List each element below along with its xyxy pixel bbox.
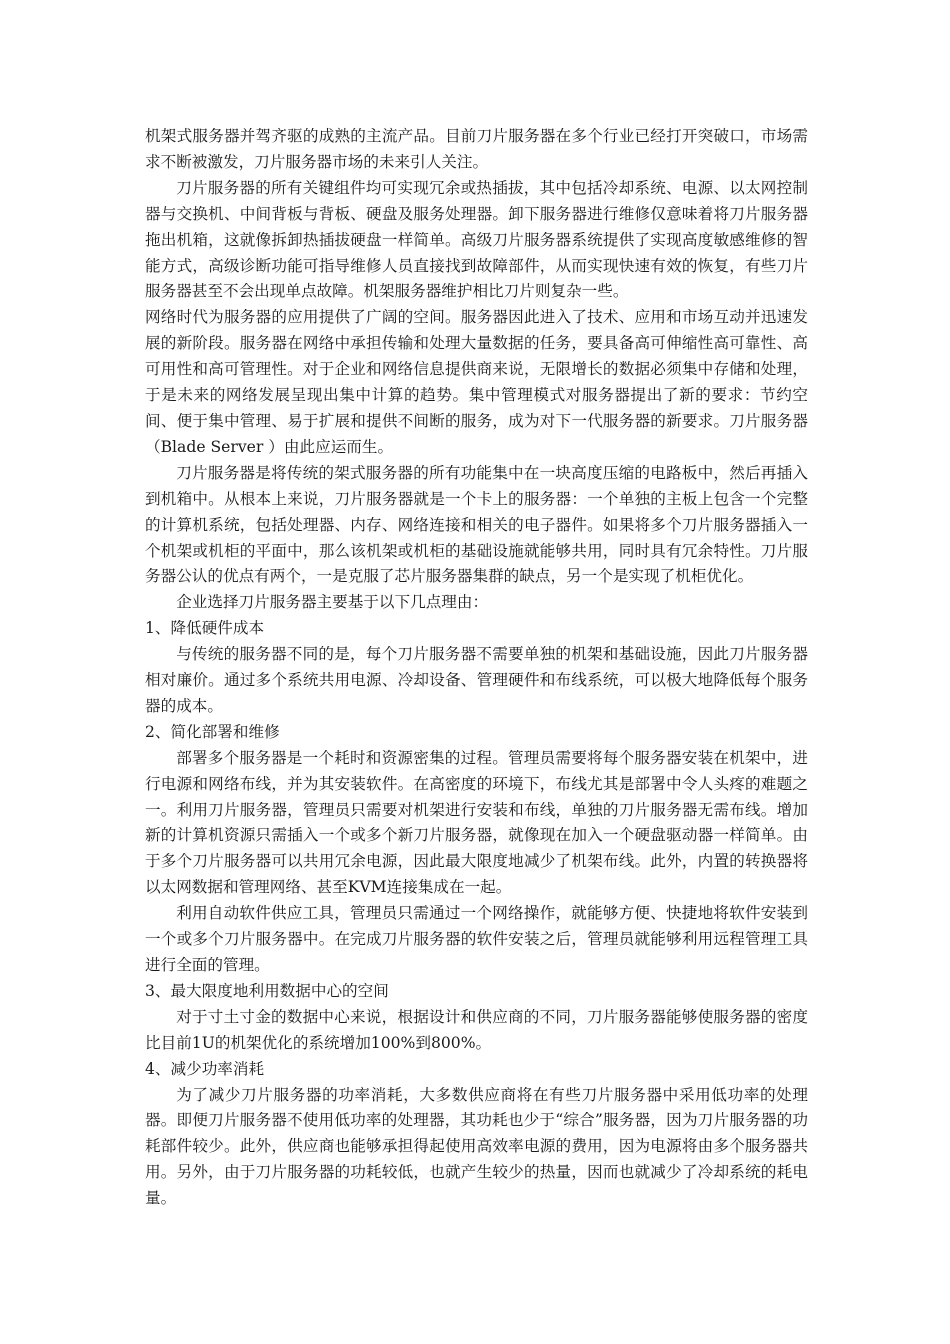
paragraph-redundancy: 刀片服务器的所有关键组件均可实现冗余或热插拔，其中包括冷却系统、电源、以太网控制器与交换机、中间背板与背板、硬盘及服务处理器。卸下服务器进行维修仅意味着将刀片服务器拖出机箱，这就像拆卸热插拔硬盘一样简单。高级刀片服务器系统提供了实现高度敏感维修的智能方式，高级诊断功能可指导维修人员直接找到故障部件，从而实现快速有效的恢复，有些刀片服务器甚至不会出现单点故障。机架服务器维护相比刀片则复杂一些。 bbox=[145, 178, 808, 301]
paragraph-deployment: 部署多个服务器是一个耗时和资源密集的过程。管理员需要将每个服务器安装在机架中，进行电源和网络布线，并为其安装软件。在高密度的环境下，布线尤其是部署中令人头疼的难题之一。利用刀片服务器，管理员只需要对机架进行安装和布线，单独的刀片服务器无需布线。增加新的计算机资源只需插入一个或多个新刀片服务器，就像现在加入一个硬盘驱动器一样简单。由于多个刀片服务器可以共用冗余电源，因此最大限度地减少了机架布线。此外，内置的转换器将以太网数据和管理网络、甚至KVM连接集成在一起。 bbox=[145, 748, 808, 897]
paragraph-network-era: 网络时代为服务器的应用提供了广阔的空间。服务器因此进入了技术、应用和市场互动并迅速发展的新阶段。服务器在网络中承担传输和处理大量数据的任务，要具备高可伸缩性高可靠性、高可用性和高可管理性。对于企业和网络信息提供商来说，无限增长的数据必须集中存储和处理，于是未来的网络发展呈现出集中计算的趋势。集中管理模式对服务器提出了新的要求：节约空间、便于集中管理、易于扩展和提供不间断的服务，成为对下一代服务器的新要求。刀片服务器（Blade Server ）由此应运而生。 bbox=[145, 308, 808, 456]
document-body bbox=[145, 124, 808, 1212]
paragraph-continuation: 机架式服务器并驾齐驱的成熟的主流产品。目前刀片服务器在多个行业已经打开突破口，市场需求不断被激发，刀片服务器市场的未来引人关注。 bbox=[145, 127, 808, 171]
paragraph-density: 对于寸土寸金的数据中心来说，根据设计和供应商的不同，刀片服务器能够使服务器的密度比目前1U的机架优化的系统增加100%到800%。 bbox=[145, 1007, 808, 1052]
section-heading-3: 3、最大限度地利用数据中心的空间 bbox=[145, 981, 389, 1000]
paragraph-hardware-cost: 与传统的服务器不同的是，每个刀片服务器不需要单独的机架和基础设施，因此刀片服务器相对廉价。通过多个系统共用电源、冷却设备、管理硬件和布线系统，可以极大地降低每个服务器的成本。 bbox=[145, 645, 808, 715]
paragraph-software-provisioning: 利用自动软件供应工具，管理员只需通过一个网络操作，就能够方便、快捷地将软件安装到一个或多个刀片服务器中。在完成刀片服务器的软件安装之后，管理员就能够利用远程管理工具进行全面的管理。 bbox=[145, 904, 808, 974]
paragraph-reasons-intro: 企业选择刀片服务器主要基于以下几点理由： bbox=[176, 593, 489, 612]
section-heading-1: 1、降低硬件成本 bbox=[145, 619, 265, 638]
paragraph-blade-definition: 刀片服务器是将传统的架式服务器的所有功能集中在一块高度压缩的电路板中，然后再插入到机箱中。从根本上来说，刀片服务器就是一个卡上的服务器：一个单独的主板上包含一个完整的计算机系统，包括处理器、内存、网络连接和相关的电子器件。如果将多个刀片服务器插入一个机架或机柜的平面中，那么该机架或机柜的基础设施就能够共用，同时具有冗余特性。刀片服务器公认的优点有两个，一是克服了芯片服务器集群的缺点，另一个是实现了机柜优化。 bbox=[145, 463, 808, 586]
section-heading-4: 4、减少功率消耗 bbox=[145, 1059, 265, 1078]
section-heading-2: 2、简化部署和维修 bbox=[145, 722, 280, 741]
paragraph-power: 为了减少刀片服务器的功率消耗，大多数供应商将在有些刀片服务器中采用低功率的处理器。即便刀片服务器不使用低功率的处理器，其功耗也少于“综合”服务器，因为刀片服务器的功耗部件较少。此外，供应商也能够承担得起使用高效率电源的费用，因为电源将由多个服务器共用。另外，由于刀片服务器的功耗较低，也就产生较少的热量，因而也就减少了冷却系统的耗电量。 bbox=[145, 1085, 808, 1208]
